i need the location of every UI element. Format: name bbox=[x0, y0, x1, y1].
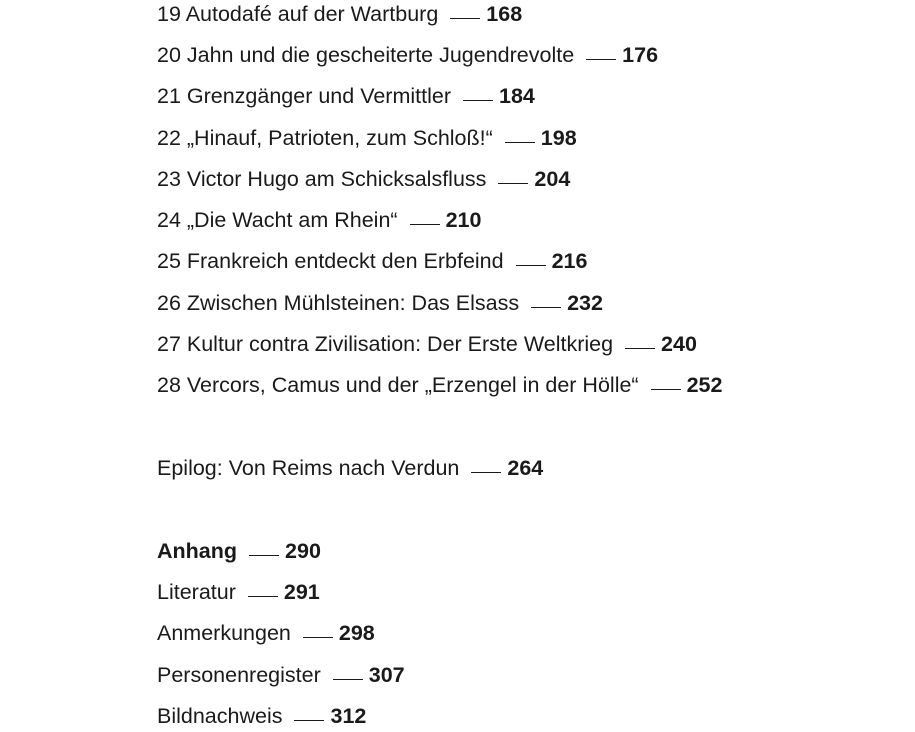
toc-separator bbox=[531, 306, 561, 308]
toc-entry-page: 204 bbox=[534, 167, 571, 191]
toc-entry bbox=[157, 371, 722, 399]
toc-entry bbox=[157, 247, 587, 275]
toc-separator bbox=[303, 636, 333, 638]
toc-entry bbox=[157, 578, 320, 606]
toc-entry bbox=[157, 330, 697, 358]
toc-entry-page: 264 bbox=[507, 456, 544, 480]
toc-separator bbox=[505, 141, 535, 143]
toc-entry-page: 291 bbox=[283, 580, 320, 604]
toc-entry-page: 176 bbox=[622, 43, 659, 67]
toc-entry-page: 290 bbox=[285, 539, 321, 563]
toc-entry-page: 312 bbox=[330, 704, 367, 728]
toc-separator bbox=[498, 182, 528, 184]
toc-entry-title: 28 Vercors, Camus und der „Erzengel in der Hölle“ bbox=[157, 373, 639, 397]
toc-entry bbox=[157, 619, 375, 647]
toc-entry-appendix bbox=[157, 537, 321, 565]
toc-entry bbox=[157, 82, 535, 110]
toc-entry-title: Personenregister bbox=[157, 663, 321, 687]
toc-entry-title: 19 Autodafé auf der Wartburg bbox=[157, 2, 439, 26]
toc-entry-page: 210 bbox=[445, 208, 482, 232]
toc-entry bbox=[157, 702, 366, 730]
toc-entry bbox=[157, 289, 603, 317]
toc-entry-page: 216 bbox=[551, 249, 588, 273]
toc-entry-title: 27 Kultur contra Zivilisation: Der Erste Weltkrieg bbox=[157, 332, 614, 356]
toc-entry-page: 198 bbox=[540, 126, 577, 150]
toc-separator bbox=[463, 99, 493, 101]
toc-separator bbox=[625, 347, 655, 349]
toc-separator bbox=[294, 719, 324, 721]
toc-separator bbox=[333, 678, 363, 680]
toc-separator bbox=[651, 388, 681, 390]
toc-entry bbox=[157, 41, 658, 69]
toc-separator bbox=[450, 17, 480, 19]
toc-entry-title: Anhang bbox=[157, 539, 238, 563]
toc-entry-title: Literatur bbox=[157, 580, 236, 604]
toc-entry-title: 25 Frankreich entdeckt den Erbfeind bbox=[157, 249, 504, 273]
toc-entry bbox=[157, 124, 577, 152]
toc-entry-title: 23 Victor Hugo am Schicksalsfluss bbox=[157, 167, 487, 191]
toc-entry-title: 26 Zwischen Mühlsteinen: Das Elsass bbox=[157, 291, 520, 315]
toc-entry bbox=[157, 206, 481, 234]
toc-entry bbox=[157, 661, 405, 689]
toc-entry-title: Epilog: Von Reims nach Verdun bbox=[157, 456, 460, 480]
toc-entry-title: 20 Jahn und die gescheiterte Jugendrevolte bbox=[157, 43, 575, 67]
toc-entry bbox=[157, 0, 522, 28]
toc-entry-page: 240 bbox=[661, 332, 697, 356]
toc-entry-page: 298 bbox=[338, 621, 375, 645]
toc-entry-title: 21 Grenzgänger und Vermittler bbox=[157, 84, 451, 108]
toc-separator bbox=[248, 595, 278, 597]
toc-separator bbox=[410, 223, 440, 225]
toc-entry-title: 24 „Die Wacht am Rhein“ bbox=[157, 208, 398, 232]
toc-entry-title: Anmerkungen bbox=[157, 621, 291, 645]
toc-entry-page: 307 bbox=[368, 663, 405, 687]
toc-entry-page: 232 bbox=[567, 291, 603, 315]
toc-entry-epilog bbox=[157, 454, 543, 482]
toc-separator bbox=[516, 264, 546, 266]
toc-separator bbox=[249, 554, 279, 556]
toc-entry-page: 184 bbox=[499, 84, 535, 108]
toc-entry-title: 22 „Hinauf, Patrioten, zum Schloß!“ bbox=[157, 126, 493, 150]
toc-entry bbox=[157, 165, 570, 193]
toc-entry-page: 252 bbox=[686, 373, 723, 397]
toc-entry-page: 168 bbox=[486, 2, 523, 26]
toc-separator bbox=[586, 58, 616, 60]
toc-separator bbox=[471, 471, 501, 473]
toc-entry-title: Bildnachweis bbox=[157, 704, 283, 728]
